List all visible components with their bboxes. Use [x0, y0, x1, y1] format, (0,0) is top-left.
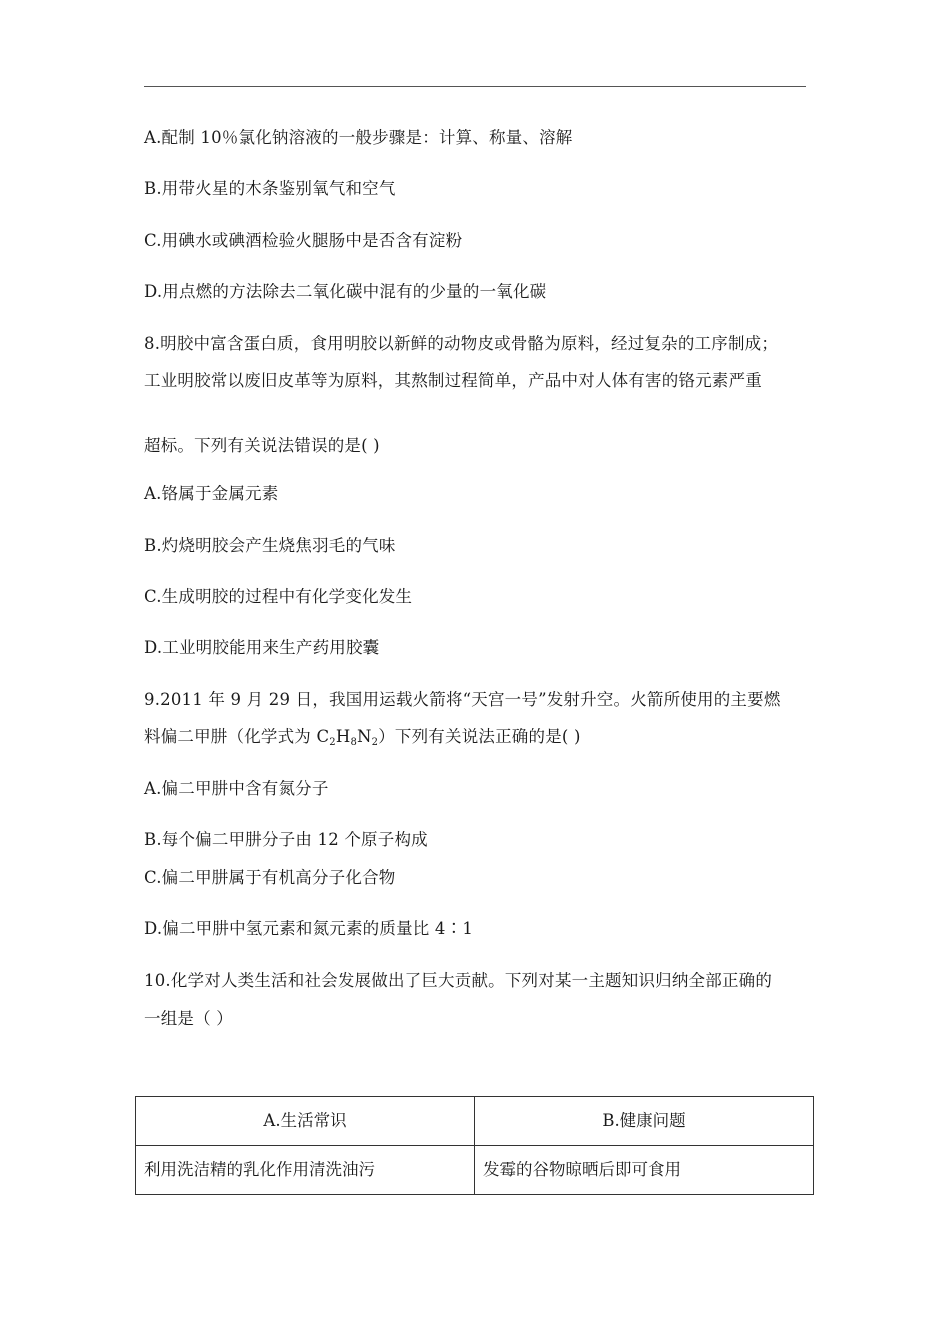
q8-stem-line-1: 8.明胶中富含蛋白质，食用明胶以新鲜的动物皮或骨骼为原料，经过复杂的工序制成； [144, 334, 779, 353]
table-row [136, 1097, 814, 1146]
table-header-b: B.健康问题 [475, 1097, 814, 1146]
q9-option-b: B.每个偏二甲肼分子由 12 个原子构成 [144, 830, 428, 849]
q10-options-table [135, 1096, 814, 1195]
q8-option-a: A.铬属于金属元素 [144, 484, 279, 503]
q8-stem-line-3: 超标。下列有关说法错误的是( ) [144, 436, 380, 455]
q9-stem-line-2: 料偏二甲肼（化学式为 $C_2H_8N_2$）下列有关说法正确的是( ) [144, 727, 581, 748]
q7-option-b: B.用带火星的木条鉴别氧气和空气 [144, 179, 396, 198]
table-row [136, 1146, 814, 1195]
q9-option-a: A.偏二甲肼中含有氮分子 [144, 779, 329, 798]
q8-option-b: B.灼烧明胶会产生烧焦羽毛的气味 [144, 536, 396, 555]
q9-stem-line-1: 9.2011 年 9 月 29 日，我国用运载火箭将“天宫一号”发射升空。火箭所使用的主要燃 [144, 690, 781, 709]
table-cell-b1: 发霉的谷物晾晒后即可食用 [475, 1146, 814, 1195]
q10-stem-line-1: 10.化学对人类生活和社会发展做出了巨大贡献。下列对某一主题知识归纳全部正确的 [144, 971, 773, 990]
q9-option-d: D.偏二甲肼中氢元素和氮元素的质量比 4∶1 [144, 919, 474, 938]
q7-option-c: C.用碘水或碘酒检验火腿肠中是否含有淀粉 [144, 231, 463, 250]
q9-option-c: C.偏二甲肼属于有机高分子化合物 [144, 868, 396, 887]
q7-option-d: D.用点燃的方法除去二氧化碳中混有的少量的一氧化碳 [144, 282, 547, 301]
q8-stem-line-2: 工业明胶常以废旧皮革等为原料，其熬制过程简单，产品中对人体有害的铬元素严重 [144, 371, 762, 390]
q7-option-a: A.配制 10％氯化钠溶液的一般步骤是：计算、称量、溶解 [144, 128, 573, 147]
q10-stem-line-2: 一组是（ ） [144, 1009, 233, 1028]
table-cell-a1: 利用洗洁精的乳化作用清洗油污 [136, 1146, 475, 1195]
header-rule [144, 86, 806, 87]
table-header-a: A.生活常识 [136, 1097, 475, 1146]
q8-option-c: C.生成明胶的过程中有化学变化发生 [144, 587, 413, 606]
q8-option-d: D.工业明胶能用来生产药用胶囊 [144, 638, 380, 657]
